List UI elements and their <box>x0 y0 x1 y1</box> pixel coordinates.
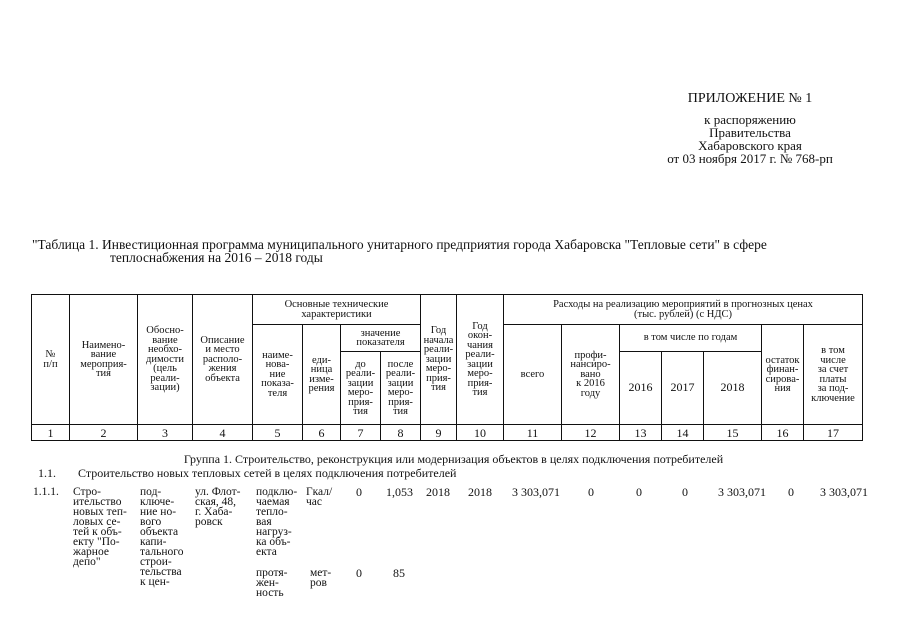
column-number: 17 <box>804 425 863 441</box>
header-unit: еди- ница изме- рения <box>303 325 341 425</box>
column-number: 15 <box>704 425 762 441</box>
column-number: 6 <box>303 425 341 441</box>
header-financed: профи- нансиро- вано к 2016 году <box>562 325 620 425</box>
row-connection-fee: 3 303,071 <box>820 485 868 499</box>
header-year-2017: 2017 <box>662 352 704 425</box>
column-number: 1 <box>32 425 70 441</box>
row-start-year: 2018 <box>426 485 450 499</box>
header-indicator: наиме- нова- ние показа- теля <box>253 325 303 425</box>
header-description: Описание и место располо- жения объекта <box>193 295 253 425</box>
column-number: 10 <box>457 425 504 441</box>
header-after: после реали- зации меро- прия- тия <box>381 352 421 425</box>
row-name: Стро- ительство новых теп- ловых се- тей к объ- екту "По- жарное депо" <box>73 486 127 568</box>
column-number: 13 <box>620 425 662 441</box>
header-start-year: Год начала реали- зации меро- прия- тия <box>421 295 457 425</box>
row-end-year: 2018 <box>468 485 492 499</box>
row-after-2: 85 <box>393 566 405 580</box>
header-total: всего <box>504 325 562 425</box>
table-caption <box>32 238 874 264</box>
header-name: Наимено- вание мероприя- тия <box>70 295 138 425</box>
row-financed: 0 <box>588 485 594 499</box>
column-number: 7 <box>341 425 381 441</box>
row-indicator-1: подклю- чаемая тепло- вая нагруз- ка объ- екта <box>256 486 298 558</box>
row-indicator-2: протя- жен- ность <box>256 567 288 599</box>
appendix-header <box>600 92 900 165</box>
header-justification: Обосно- вание необхо- димости (цель реали- зации) <box>138 295 193 425</box>
caption-line-1: "Таблица 1. Инвестиционная программа муниципального унитарного предприятия города Хабаровска "Тепловые сети" в сфере <box>32 237 767 252</box>
column-number: 14 <box>662 425 704 441</box>
appendix-date-line: от 03 ноября 2017 г. № 768-рп <box>667 151 833 166</box>
header-by-year: в том числе по годам <box>620 325 762 352</box>
column-number: 4 <box>193 425 253 441</box>
section-number: 1.1. <box>38 466 56 480</box>
header-value: значение показателя <box>341 325 421 352</box>
row-unit-2: мет- ров <box>310 567 332 589</box>
row-2018: 3 303,071 <box>718 485 766 499</box>
appendix-line: Правительства <box>709 125 791 140</box>
header-num: № п/п <box>32 295 70 425</box>
row-2016: 0 <box>636 485 642 499</box>
row-number: 1.1.1. <box>33 486 59 498</box>
row-before-1: 0 <box>356 485 362 499</box>
column-number: 12 <box>562 425 620 441</box>
header-connection-fee: в том числе за счет платы за под- ключение <box>804 325 863 425</box>
header-end-year: Год окон- чания реали- зации меро- прия- тия <box>457 295 504 425</box>
column-number: 8 <box>381 425 421 441</box>
row-before-2: 0 <box>356 566 362 580</box>
header-costs: Расходы на реализацию мероприятий в прогнозных ценах (тыс. рублей) (с НДС) <box>504 295 863 325</box>
header-year-2016: 2016 <box>620 352 662 425</box>
header-tech-characteristics: Основные технические характеристики <box>253 295 421 325</box>
column-number: 9 <box>421 425 457 441</box>
appendix-title: ПРИЛОЖЕНИЕ № 1 <box>687 91 813 106</box>
appendix-line: к распоряжению <box>704 112 796 127</box>
column-number: 5 <box>253 425 303 441</box>
appendix-line: Хабаровского края <box>698 138 802 153</box>
column-number: 11 <box>504 425 562 441</box>
column-number: 16 <box>762 425 804 441</box>
investment-table <box>31 294 863 441</box>
row-2017: 0 <box>682 485 688 499</box>
row-justification: под- ключе- ние но- вого объекта капи- тального строи- тельства к цен- <box>140 486 184 588</box>
row-remainder: 0 <box>788 485 794 499</box>
column-number: 2 <box>70 425 138 441</box>
header-remainder: остаток финан- сирова- ния <box>762 325 804 425</box>
group-heading: Группа 1. Строительство, реконструкция или модернизация объектов в целях подключения потребителей <box>183 452 724 466</box>
header-before: до реали- зации меро- прия- тия <box>341 352 381 425</box>
caption-line-2: теплоснабжения на 2016 – 2018 годы <box>110 250 323 265</box>
header-year-2018: 2018 <box>704 352 762 425</box>
column-number: 3 <box>138 425 193 441</box>
section-title: Строительство новых тепловых сетей в целях подключения потребителей <box>78 466 457 480</box>
row-unit-1: Гкал/ час <box>306 486 333 508</box>
row-after-1: 1,053 <box>386 485 413 499</box>
section-heading <box>38 466 456 481</box>
row-total: 3 303,071 <box>512 485 560 499</box>
row-description: ул. Флот- ская, 48, г. Хаба- ровск <box>195 486 241 528</box>
